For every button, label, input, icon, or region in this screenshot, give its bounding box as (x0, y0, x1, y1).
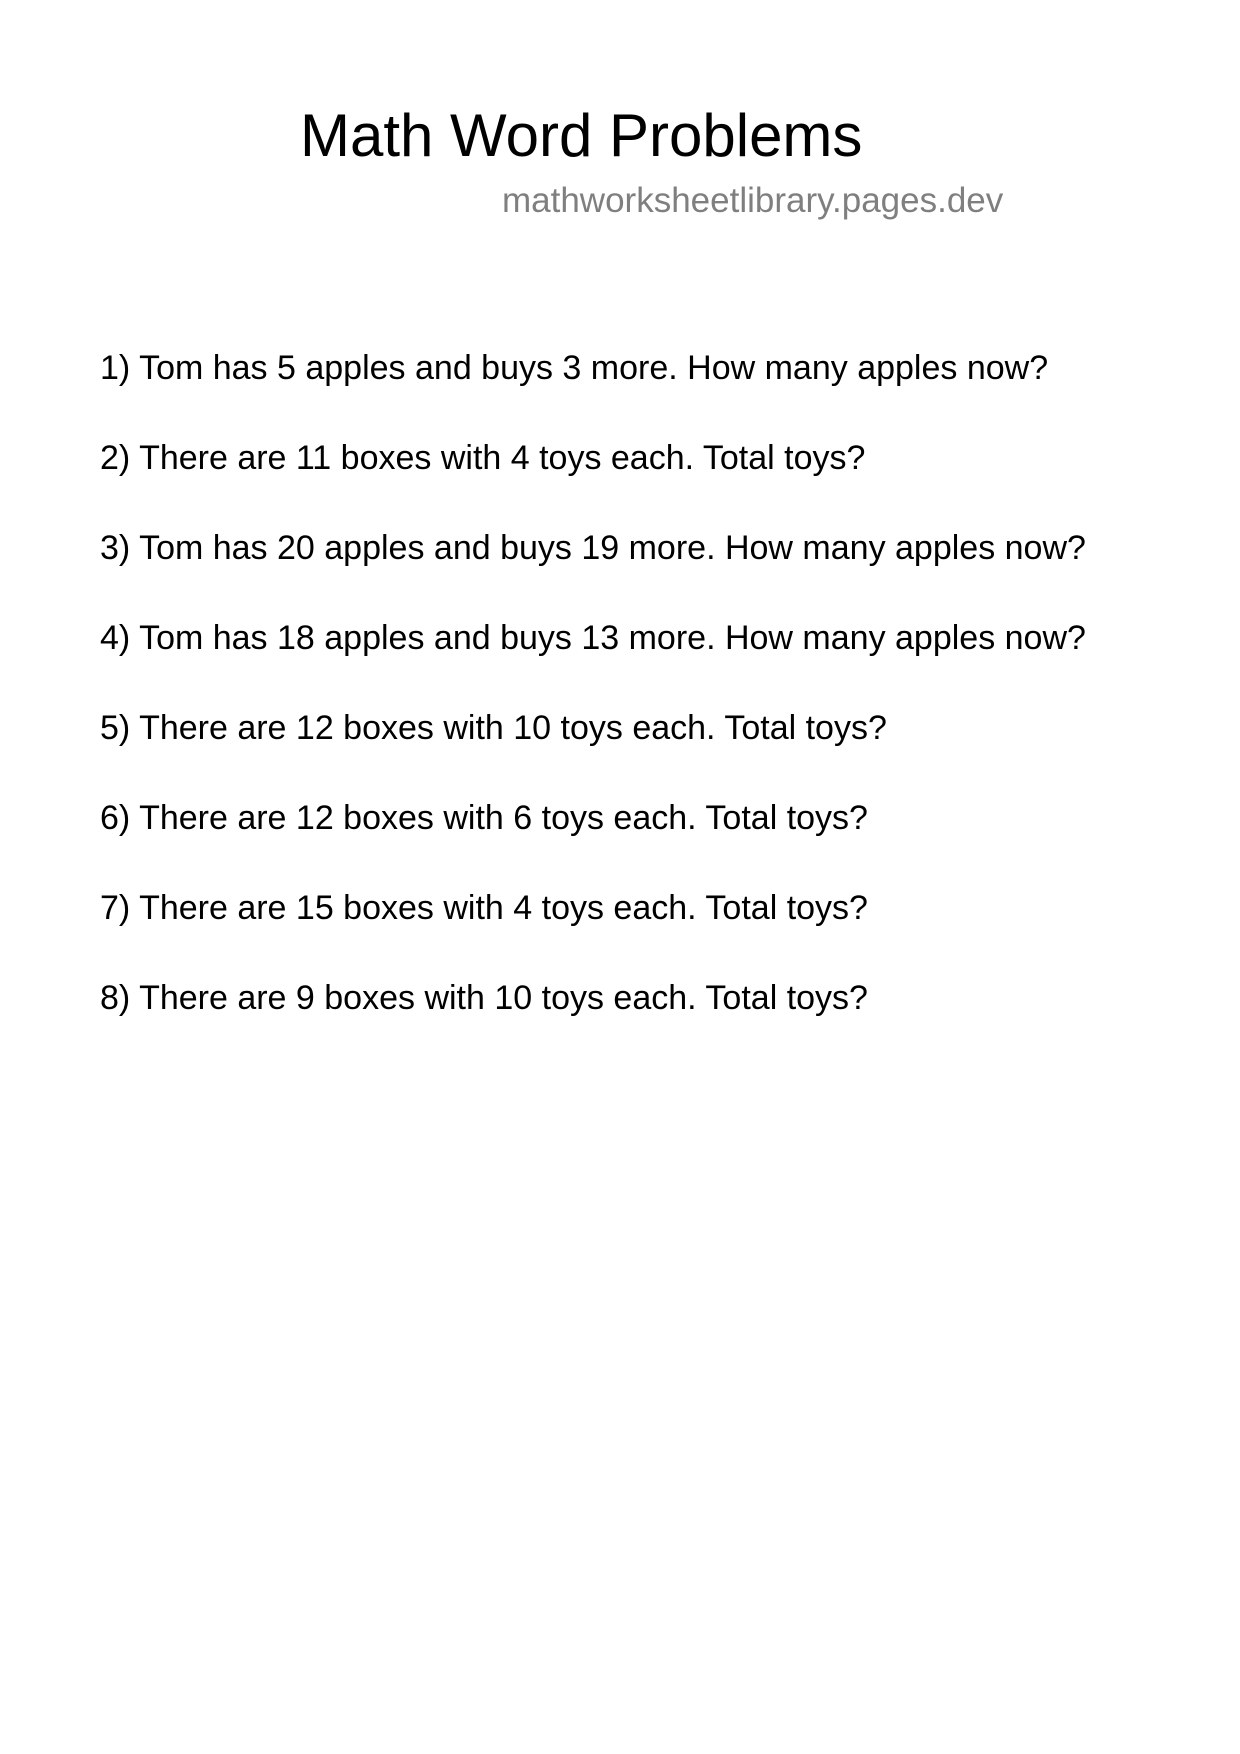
problem-item: 2) There are 11 boxes with 4 toys each. Total toys? (100, 439, 866, 477)
problem-item: 3) Tom has 20 apples and buys 19 more. How many apples now? (100, 529, 1086, 567)
problem-item: 7) There are 15 boxes with 4 toys each. Total toys? (100, 889, 868, 927)
problem-item: 6) There are 12 boxes with 6 toys each. Total toys? (100, 799, 868, 837)
worksheet-title: Math Word Problems (300, 102, 863, 169)
source-url: mathworksheetlibrary.pages.dev (502, 181, 1004, 220)
problem-item: 8) There are 9 boxes with 10 toys each. Total toys? (100, 979, 868, 1017)
problem-item: 5) There are 12 boxes with 10 toys each. Total toys? (100, 709, 887, 747)
problem-item: 4) Tom has 18 apples and buys 13 more. How many apples now? (100, 619, 1086, 657)
problem-list (100, 348, 1200, 1068)
problem-item: 1) Tom has 5 apples and buys 3 more. How many apples now? (100, 349, 1049, 387)
